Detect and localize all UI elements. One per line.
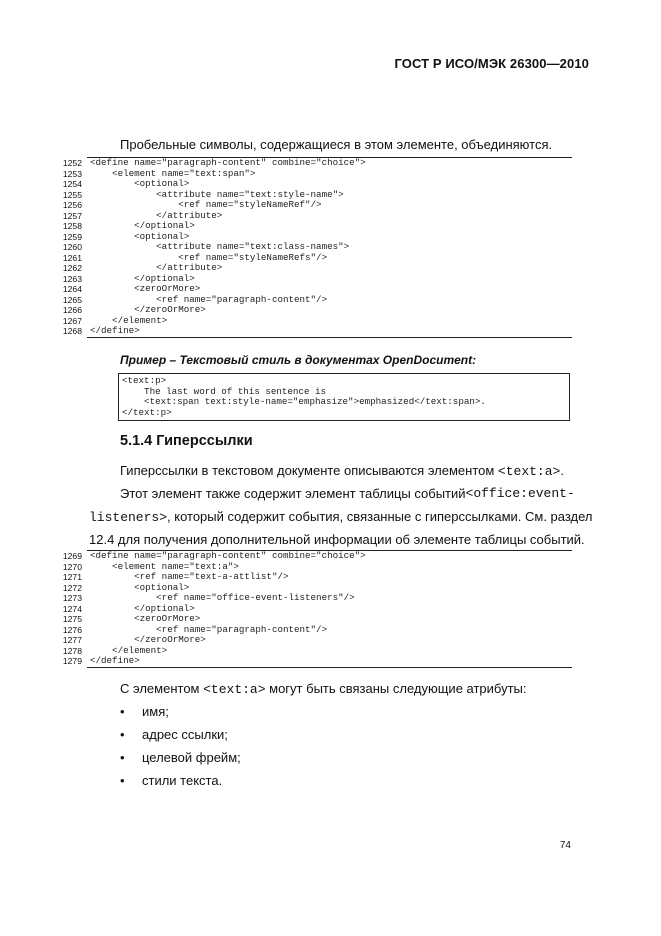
example-code-box <box>118 373 570 421</box>
code-block-bottom-rule <box>87 337 572 338</box>
line-number: 1264 <box>62 284 82 294</box>
paragraph-text: С элементом <box>120 681 204 696</box>
code-text: <ref name="paragraph-content"/> <box>90 623 328 635</box>
code-text: </attribute> <box>90 262 223 273</box>
section-paragraph-2-line-1 <box>120 485 575 503</box>
line-number: 1252 <box>62 158 82 168</box>
code-text: <optional> <box>90 581 190 593</box>
code-block-bottom-rule <box>87 667 572 668</box>
line-number: 1257 <box>62 210 82 221</box>
code-line <box>52 158 572 169</box>
code-line <box>52 200 572 211</box>
code-text: <zeroOrMore> <box>90 283 201 294</box>
line-number: 1253 <box>62 168 82 179</box>
code-line <box>52 263 572 274</box>
line-number: 1277 <box>62 635 82 645</box>
code-line <box>52 221 572 232</box>
bullet-icon: • <box>120 727 125 742</box>
code-line <box>52 284 572 295</box>
line-number: 1259 <box>62 231 82 242</box>
section-paragraph-2-line-3: 12.4 для получения дополнительной информации об элементе таблицы событий. <box>89 532 585 547</box>
bullet-icon: • <box>120 750 125 765</box>
code-line <box>52 656 572 667</box>
code-text: <ref name="text-a-attlist"/> <box>90 571 289 582</box>
code-text: </zeroOrMore> <box>90 304 206 315</box>
line-number: 1273 <box>62 593 82 603</box>
list-item-text: адрес ссылки; <box>142 727 228 742</box>
line-number: 1254 <box>62 179 82 189</box>
line-number: 1270 <box>62 561 82 572</box>
code-text: <optional> <box>90 230 190 242</box>
line-number: 1269 <box>62 551 82 561</box>
code-text: </optional> <box>90 220 195 231</box>
section-paragraph-2-line-2 <box>89 508 593 527</box>
example-line: </text:p> <box>122 406 172 418</box>
bullet-icon: • <box>120 704 125 719</box>
code-text: </define> <box>90 325 140 336</box>
code-text: </define> <box>90 655 140 666</box>
line-number: 1279 <box>62 656 82 666</box>
code-line <box>52 551 572 562</box>
code-text: </zeroOrMore> <box>90 634 206 645</box>
code-text: <define name="paragraph-content" combine="choice"> <box>90 550 366 561</box>
example-title: Пример – Текстовый стиль в документах OpenDocument: <box>120 353 477 367</box>
code-lines <box>52 551 572 667</box>
code-line <box>52 593 572 604</box>
line-number: 1263 <box>62 273 82 284</box>
code-text: <attribute name="text:class-names"> <box>90 241 350 252</box>
attribute-list-item <box>120 772 222 790</box>
line-number: 1262 <box>62 263 82 273</box>
example-line: The last word of this sentence is <box>122 385 326 397</box>
code-text: <ref name="office-event-listeners"/> <box>90 592 355 603</box>
bullet-icon: • <box>120 773 125 788</box>
paragraph-text: , который содержит события, связанные с гиперссылками. См. раздел <box>167 509 593 524</box>
code-line <box>52 326 572 337</box>
line-number: 1255 <box>62 189 82 200</box>
attribute-list-item <box>120 749 241 767</box>
line-number: 1265 <box>62 294 82 305</box>
code-block-2 <box>52 550 572 668</box>
code-text: </attribute> <box>90 209 223 221</box>
line-number: 1268 <box>62 326 82 336</box>
code-text: </element> <box>90 644 168 656</box>
code-text: <zeroOrMore> <box>90 613 201 624</box>
line-number: 1261 <box>62 252 82 263</box>
line-number: 1266 <box>62 305 82 315</box>
code-line <box>52 242 572 253</box>
code-line <box>52 179 572 190</box>
code-text: <element name="text:span"> <box>90 167 256 179</box>
code-text: </optional> <box>90 272 195 284</box>
line-number: 1272 <box>62 582 82 593</box>
code-line <box>52 635 572 646</box>
intro-paragraph: Пробельные символы, содержащиеся в этом элементе, объединяются. <box>120 137 553 152</box>
line-number: 1256 <box>62 200 82 210</box>
document-header: ГОСТ Р ИСО/МЭК 26300—2010 <box>394 56 589 71</box>
inline-code: <office:event- <box>465 486 575 501</box>
paragraph-text: . <box>560 463 564 478</box>
attribute-list-item <box>120 703 169 721</box>
code-text: <attribute name="text:style-name"> <box>90 188 344 200</box>
code-line <box>52 305 572 316</box>
code-line <box>52 614 572 625</box>
example-line: <text:p> <box>122 375 167 386</box>
attribute-list-item <box>120 726 228 744</box>
line-number: 1274 <box>62 603 82 614</box>
paragraph-text: Этот элемент также содержит элемент таблицы событий <box>120 486 466 501</box>
list-item-text: имя; <box>142 704 169 719</box>
section-paragraph-1 <box>120 462 564 481</box>
inline-code: listeners> <box>89 510 168 525</box>
code-text: </element> <box>90 314 168 326</box>
code-lines <box>52 158 572 337</box>
line-number: 1258 <box>62 221 82 231</box>
paragraph-text: Гиперссылки в текстовом документе описываются элементом <box>120 463 498 478</box>
line-number: 1276 <box>62 624 82 635</box>
code-text: <define name="paragraph-content" combine="choice"> <box>90 157 366 168</box>
code-text: <ref name="styleNameRefs"/> <box>90 251 328 263</box>
attributes-intro <box>120 680 527 699</box>
code-text: <ref name="paragraph-content"/> <box>90 293 328 305</box>
inline-code: <text:a> <box>497 464 561 479</box>
list-item-text: стили текста. <box>142 773 223 788</box>
code-text: <optional> <box>90 178 190 189</box>
line-number: 1278 <box>62 645 82 656</box>
inline-code: <text:a> <box>203 682 266 697</box>
example-line: <text:span text:style-name="emphasize">emphasized</text:span>. <box>122 396 486 407</box>
line-number: 1260 <box>62 242 82 252</box>
code-block-1 <box>52 157 572 338</box>
line-number: 1271 <box>62 572 82 582</box>
line-number: 1275 <box>62 614 82 624</box>
paragraph-text: могут быть связаны следующие атрибуты: <box>265 681 527 696</box>
code-line <box>52 572 572 583</box>
section-heading: 5.1.4 Гиперссылки <box>120 433 253 449</box>
list-item-text: целевой фрейм; <box>142 750 241 765</box>
line-number: 1267 <box>62 315 82 326</box>
code-text: </optional> <box>90 602 195 614</box>
page-number: 74 <box>559 840 571 851</box>
code-text: <element name="text:a"> <box>90 560 239 572</box>
code-text: <ref name="styleNameRef"/> <box>90 199 322 210</box>
